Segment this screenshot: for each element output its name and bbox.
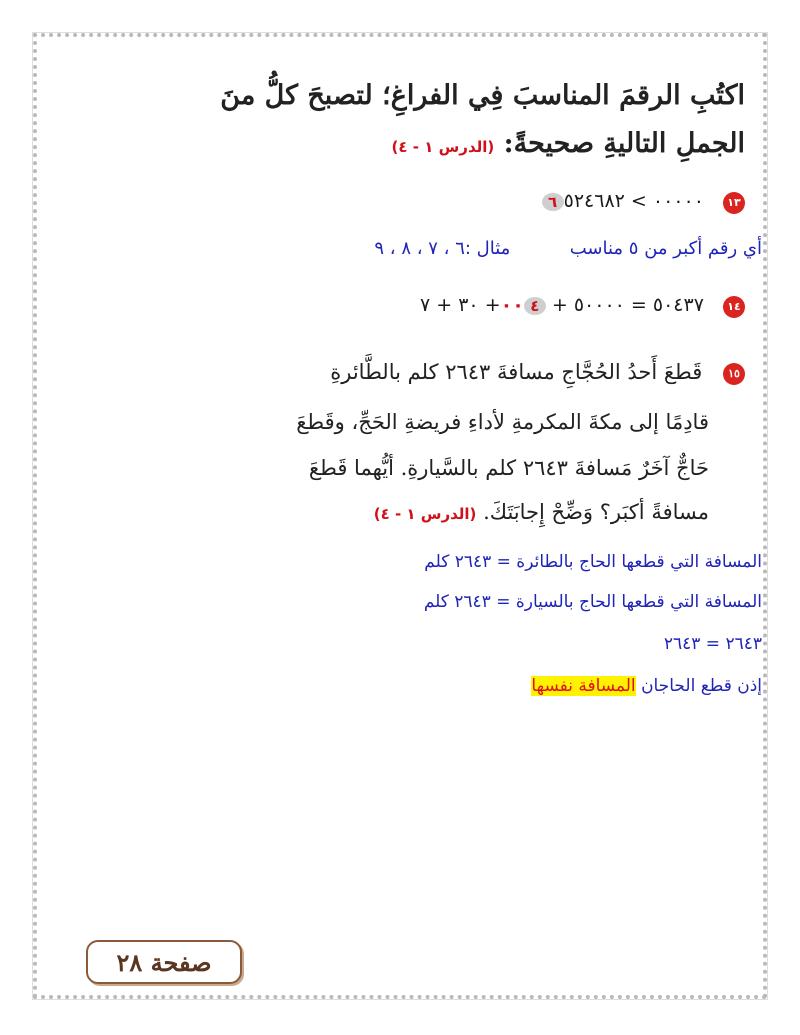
term-4: ٧ [419,294,431,316]
page-number-badge [86,940,242,984]
lesson-reference: (الدرس ١ - ٤) [391,138,495,156]
question-number-badge: ١٥ [723,363,745,385]
inequality [542,190,704,212]
answer-conclusion [531,676,762,696]
question-number-badge: ١٣ [723,192,745,214]
question-13 [542,190,745,214]
instruction-heading-line1: اكتُبِ الرقمَ المناسبَ فِي الفراغِ؛ لتصبحَ كلُّ منَ [220,80,745,111]
question-15-line2: قادِمًا إلى مكةَ المكرمةِ لأداءِ فريضةِ الحَجِّ، وقَطعَ [296,410,709,434]
instruction-heading-line2 [392,128,745,159]
answer-plane-distance: المسافة التي قطعها الحاج بالطائرة = ٢٦٤٣ كلم [424,552,762,572]
equals-sign: = [630,294,647,316]
question-number-badge: ١٤ [723,296,745,318]
q13-answer-example: مثال :٦ ، ٧ ، ٨ ، ٩ [374,238,511,259]
answer-comparison: ٢٦٤٣ = ٢٦٤٣ [663,634,762,654]
question-14 [420,294,745,318]
term-1: ٥٠٠٠٠ [573,294,625,316]
term-3: ٣٠ [458,294,479,316]
inequality-rest: ٠٠٠٠٠ [652,190,704,212]
q15-text: قَطعَ أَحدُ الحُجَّاجِ مسافةَ ٢٦٤٣ كلم بالطَّائرةِ [330,360,703,384]
q13-answer [374,238,762,259]
question-15-line4 [374,500,709,524]
page-number-label: صفحة ٢٨ [116,947,212,977]
expanded-form-equation [420,294,704,316]
equation-total: ٥٠٤٣٧ [652,294,704,316]
instruction-text: الجملِ التاليةِ صحيحةً: [503,128,745,159]
term-2-zeros: ٠٠ [500,294,524,316]
filled-digit: ٦ [542,193,564,211]
question-15-line1 [330,360,745,385]
plus-sign: + [436,294,453,316]
question-15-line3: حَاجٌّ آخَرٌ مَسافةَ ٢٦٤٣ كلم بالسَّيارةِ. أيُّهما قَطعَ [308,456,709,480]
plus-sign: + [484,294,501,316]
q13-answer-hint: أي رقم أكبر من ٥ مناسب [569,238,762,259]
lesson-reference: (الدرس ١ - ٤) [373,505,477,523]
inequality-left: ٥٢٤٦٨٢ [563,190,625,212]
answer-car-distance: المسافة التي قطعها الحاج بالسيارة = ٢٦٤٣ كلم [423,592,762,612]
q15-text: مسافةً أكبَر؟ وَضِّحْ إِجابَتَكَ. [483,500,709,524]
filled-digit: ٤ [524,297,546,315]
inequality-operator: > [630,190,647,212]
conclusion-text: إذن قطع الحاجان [641,676,762,696]
conclusion-highlight: المسافة نفسها [531,676,636,696]
term-2 [501,294,546,316]
plus-sign: + [551,294,568,316]
